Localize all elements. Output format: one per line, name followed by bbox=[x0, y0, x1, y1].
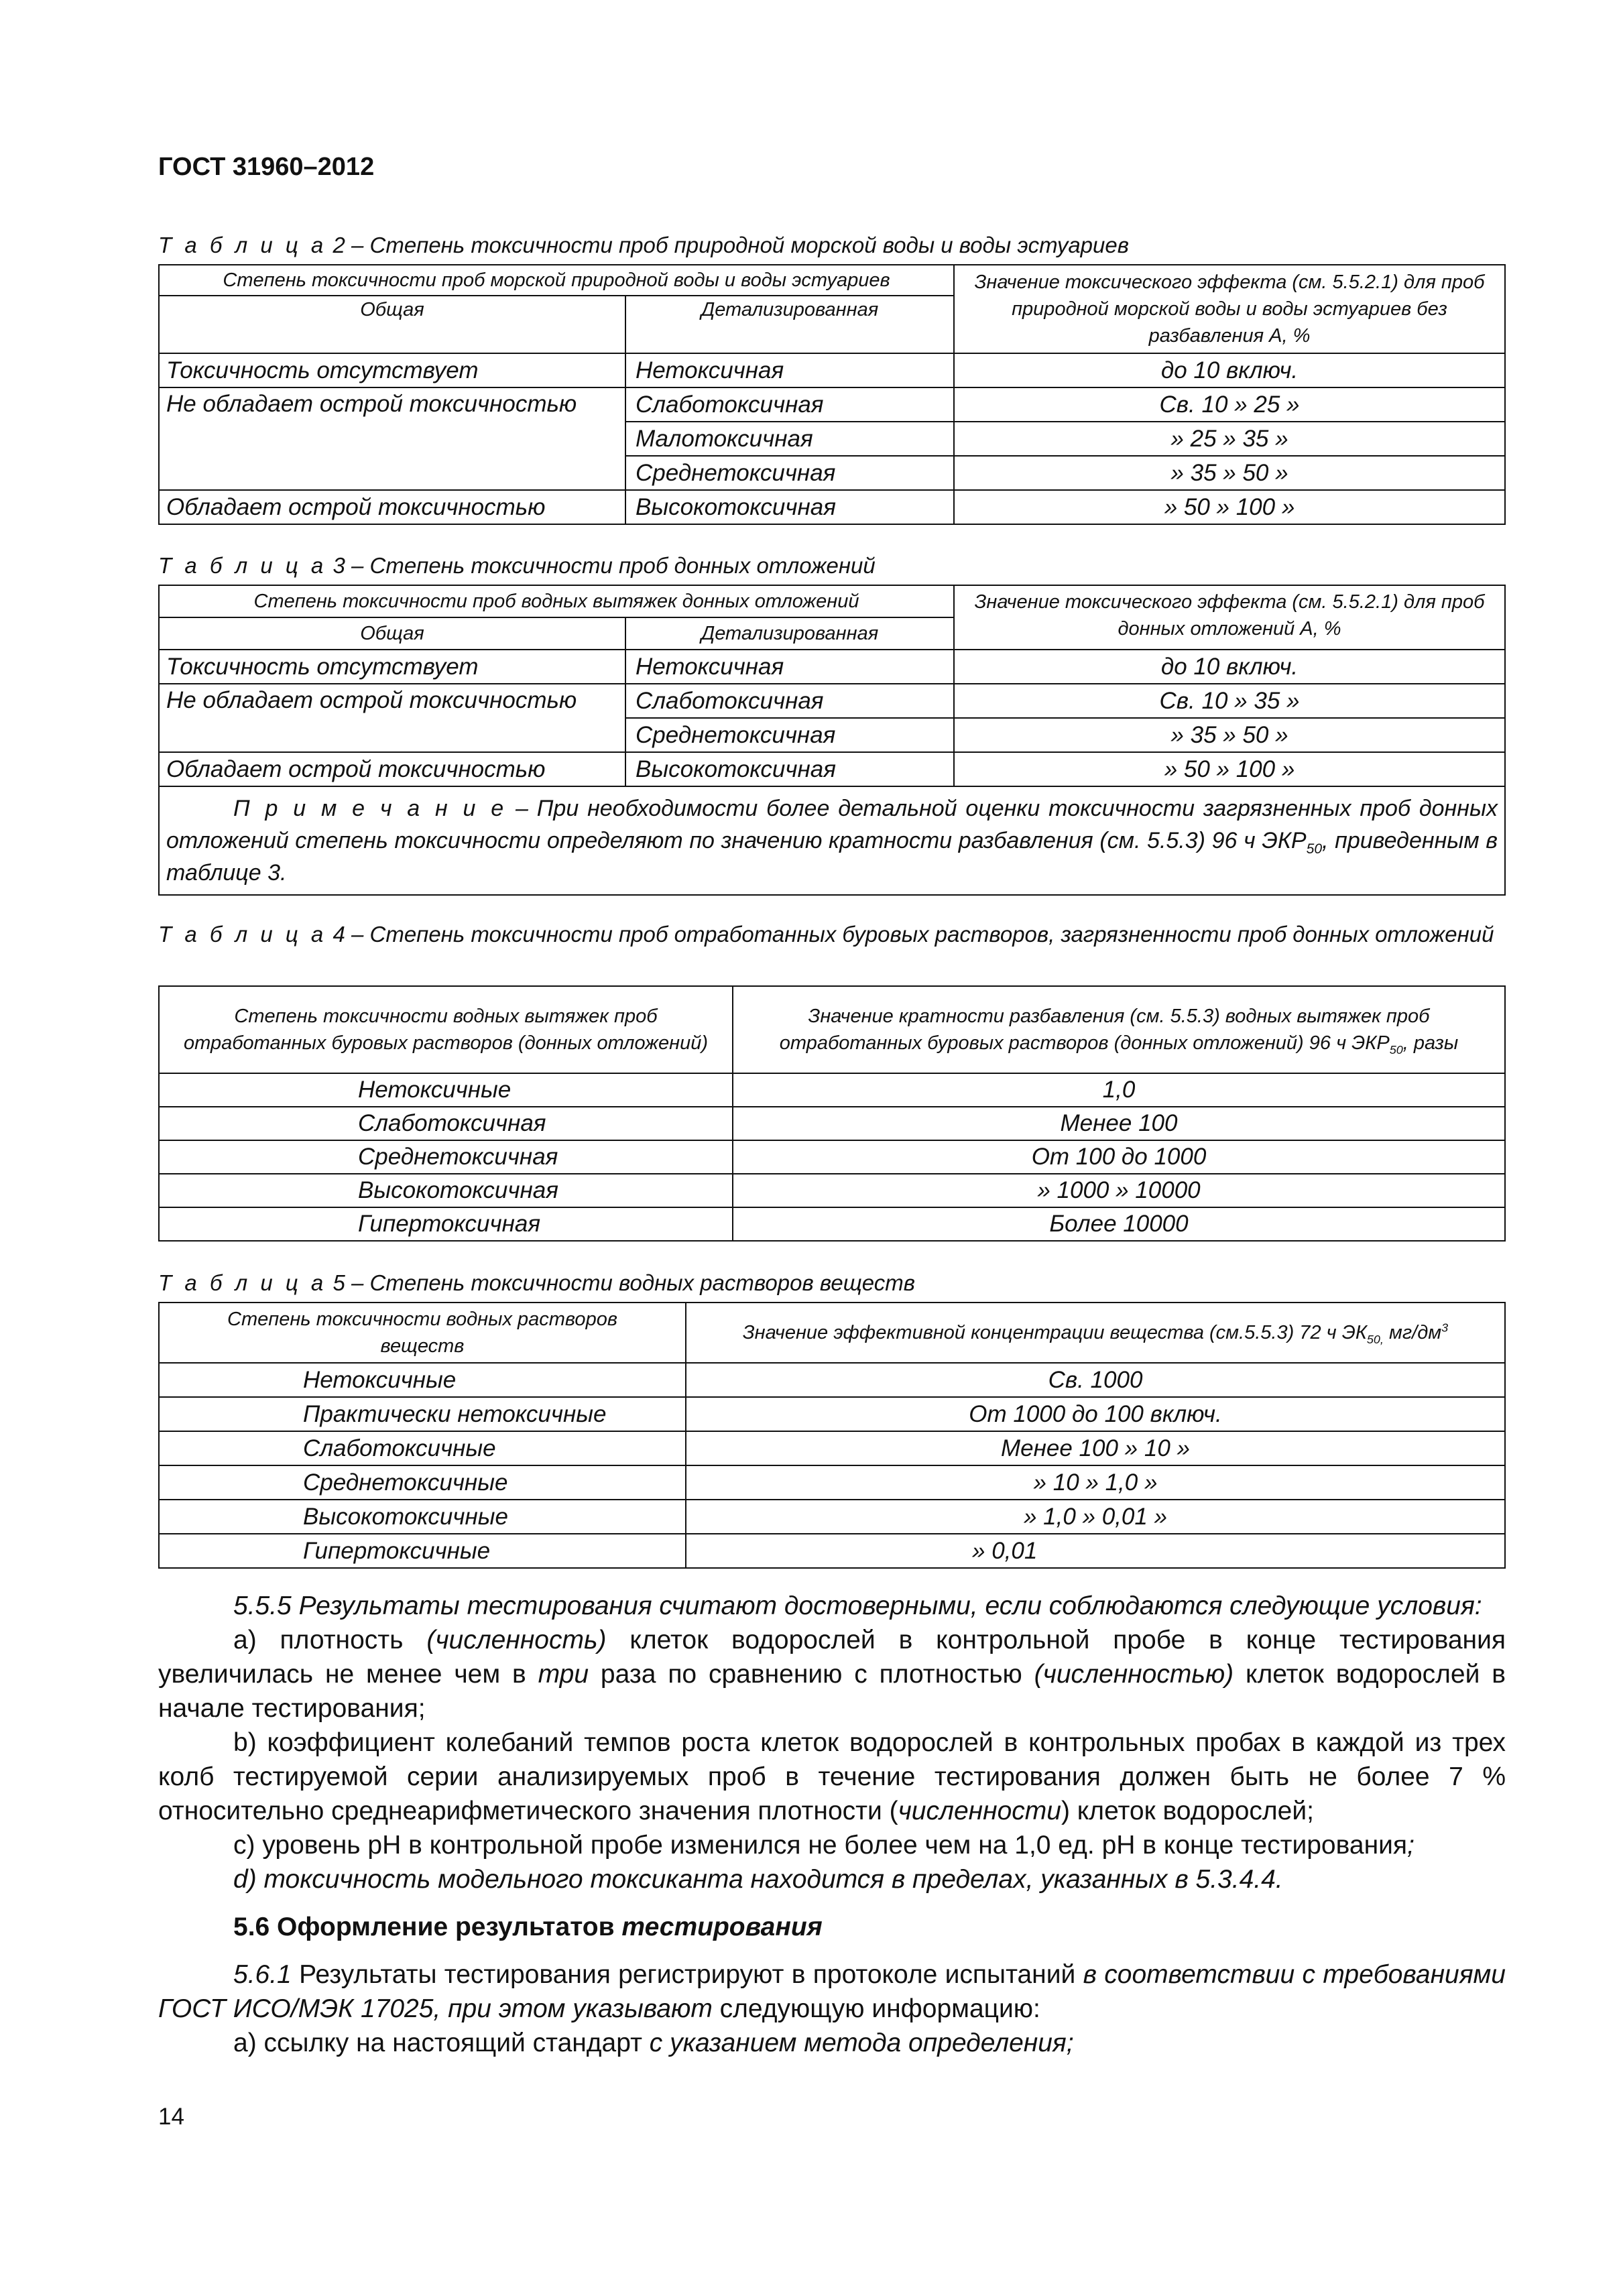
table2-head-group: Степень токсичности проб морской природной воды и воды эстуариев bbox=[159, 265, 954, 296]
table2-cell-general: Обладает острой токсичностью bbox=[159, 490, 625, 524]
table5-head-right: Значение эффективной концентрации вещества (см.5.5.3) 72 ч $ЭК_{50,}$ $мг/дм^3$ bbox=[686, 1303, 1505, 1363]
table5-cell-right: » 10 » 1,0 » bbox=[686, 1465, 1505, 1500]
table3-caption: Т а б л и ц а 3 – Степень токсичности проб донных отложений bbox=[158, 553, 876, 578]
table4-cell-left: Среднетоксичная bbox=[159, 1140, 733, 1174]
table5-cell-left: Среднетоксичные bbox=[159, 1465, 686, 1500]
table2-cell-general: Не обладает острой токсичностью bbox=[159, 387, 625, 490]
para-5-6-1-a: а) ссылку на настоящий стандарт с указанием метода определения; bbox=[233, 2029, 1074, 2057]
table2-cell-value: до 10 включ. bbox=[954, 353, 1505, 387]
page-number: 14 bbox=[158, 2104, 184, 2130]
table4-head-left: Степень токсичности водных вытяжек проб отработанных буровых растворов (донных отложений) bbox=[159, 986, 733, 1073]
table4 bbox=[158, 985, 1506, 1242]
table4-head-right: Значение кратности разбавления (см. 5.5.3) водных вытяжек проб отработанных буровых растворов (донных отложений) 96 ч $ЭКР_{50}$, разы bbox=[733, 986, 1505, 1073]
table5-cell-left: Высокотоксичные bbox=[159, 1500, 686, 1534]
table2-cell-detailed: Среднетоксичная bbox=[625, 456, 954, 490]
table3-cell-value: Св. 10 » 35 » bbox=[954, 684, 1505, 718]
para-5-5-5-b: b) коэффициент колебаний темпов роста клеток водорослей в контрольных пробах в каждой из трех колб тестируемой серии анализируемых проб в течение тестирования должен быть не более 7 % относительно среднеарифметического значения плотности (численности) клеток водорослей; bbox=[158, 1728, 1506, 1825]
document-header: ГОСТ 31960–2012 bbox=[158, 153, 375, 181]
table5-cell-right: » 0,01 bbox=[686, 1534, 1505, 1568]
table5-cell-right: Менее 100 » 10 » bbox=[686, 1431, 1505, 1465]
table3-head-detailed: Детализированная bbox=[625, 617, 954, 650]
table3-cell-value: » 50 » 100 » bbox=[954, 752, 1505, 786]
table2-head-general: Общая bbox=[159, 296, 625, 353]
table2-cell-general: Токсичность отсутствует bbox=[159, 353, 625, 387]
table3-cell-general: Токсичность отсутствует bbox=[159, 650, 625, 684]
section-5-6-heading: 5.6 Оформление результатов тестирования bbox=[233, 1913, 823, 1941]
table3-cell-detailed: Слаботоксичная bbox=[625, 684, 954, 718]
table4-caption: Т а б л и ц а 4 – Степень токсичности проб отработанных буровых растворов, загрязненности проб донных отложений bbox=[158, 922, 1494, 947]
para-5-6-1: 5.6.1 Результаты тестирования регистрируют в протоколе испытаний в соответствии с требованиями ГОСТ ИСО/МЭК 17025, при этом указывают следующую информацию: bbox=[158, 1960, 1506, 2023]
table2-caption: Т а б л и ц а 2 – Степень токсичности проб природной морской воды и воды эстуариев bbox=[158, 233, 1129, 257]
table4-cell-right: От 100 до 1000 bbox=[733, 1140, 1505, 1174]
para-5-5-5-d: d) токсичность модельного токсиканта находится в пределах, указанных в 5.3.4.4. bbox=[233, 1865, 1283, 1894]
table3-note: П р и м е ч а н и е – При необходимости более детальной оценки токсичности загрязненных проб донных отложений степень токсичности определяют по значению кратности разбавления (см. 5.5.3) 96 ч $ЭКР_{50}$, приведенным в таблице 3. bbox=[159, 786, 1505, 895]
table4-cell-left: Слаботоксичная bbox=[159, 1107, 733, 1140]
table2-cell-detailed: Нетоксичная bbox=[625, 353, 954, 387]
table2-cell-value: » 50 » 100 » bbox=[954, 490, 1505, 524]
table5-cell-right: Св. 1000 bbox=[686, 1363, 1505, 1397]
table3-head-general: Общая bbox=[159, 617, 625, 650]
table3-cell-value: » 35 » 50 » bbox=[954, 718, 1505, 752]
table2-cell-detailed: Слаботоксичная bbox=[625, 387, 954, 422]
table4-cell-left: Нетоксичные bbox=[159, 1073, 733, 1107]
table5-head-left: Степень токсичности водных растворов веществ bbox=[159, 1303, 686, 1363]
table5-caption: Т а б л и ц а 5 – Степень токсичности водных растворов веществ bbox=[158, 1270, 915, 1295]
table3 bbox=[158, 585, 1506, 896]
table5-cell-left: Нетоксичные bbox=[159, 1363, 686, 1397]
table2-cell-detailed: Высокотоксичная bbox=[625, 490, 954, 524]
para-5-5-5-c: c) уровень pH в контрольной пробе изменился не более чем на 1,0 ед. pH в конце тестирования; bbox=[233, 1831, 1415, 1860]
body-text bbox=[158, 1589, 1506, 2060]
table2-cell-value: Св. 10 » 25 » bbox=[954, 387, 1505, 422]
table5-cell-left: Практически нетоксичные bbox=[159, 1397, 686, 1431]
table5-cell-left: Слаботоксичные bbox=[159, 1431, 686, 1465]
table5 bbox=[158, 1302, 1506, 1569]
table4-cell-right: Менее 100 bbox=[733, 1107, 1505, 1140]
table4-cell-left: Высокотоксичная bbox=[159, 1174, 733, 1207]
para-5-5-5: 5.5.5 Результаты тестирования считают достоверными, если соблюдаются следующие условия: bbox=[233, 1591, 1482, 1620]
table3-cell-value: до 10 включ. bbox=[954, 650, 1505, 684]
table2-head-detailed: Детализированная bbox=[625, 296, 954, 353]
table3-head-group: Степень токсичности проб водных вытяжек донных отложений bbox=[159, 585, 954, 617]
table5-cell-right: » 1,0 » 0,01 » bbox=[686, 1500, 1505, 1534]
table3-cell-detailed: Среднетоксичная bbox=[625, 718, 954, 752]
table4-cell-right: » 1000 » 10000 bbox=[733, 1174, 1505, 1207]
table2-cell-value: » 35 » 50 » bbox=[954, 456, 1505, 490]
table2-cell-detailed: Малотоксичная bbox=[625, 422, 954, 456]
table3-cell-general: Не обладает острой токсичностью bbox=[159, 684, 625, 752]
table5-cell-right: От 1000 до 100 включ. bbox=[686, 1397, 1505, 1431]
table2-head-value: Значение токсического эффекта (см. 5.5.2.1) для проб природной морской воды и воды эстуариев без разбавления А, % bbox=[954, 265, 1505, 353]
para-5-5-5-a: а) плотность (численность) клеток водорослей в контрольной пробе в конце тестирования увеличилась не менее чем в три раза по сравнению с плотностью (численностью) клеток водорослей в начале тестирования; bbox=[158, 1626, 1506, 1723]
table4-cell-left: Гипертоксичная bbox=[159, 1207, 733, 1241]
table3-cell-detailed: Нетоксичная bbox=[625, 650, 954, 684]
table4-cell-right: Более 10000 bbox=[733, 1207, 1505, 1241]
table3-cell-detailed: Высокотоксичная bbox=[625, 752, 954, 786]
table2 bbox=[158, 264, 1506, 525]
table4-cell-right: 1,0 bbox=[733, 1073, 1505, 1107]
table2-cell-value: » 25 » 35 » bbox=[954, 422, 1505, 456]
table3-head-value: Значение токсического эффекта (см. 5.5.2.1) для проб донных отложений А, % bbox=[954, 585, 1505, 650]
table5-cell-left: Гипертоксичные bbox=[159, 1534, 686, 1568]
table3-cell-general: Обладает острой токсичностью bbox=[159, 752, 625, 786]
